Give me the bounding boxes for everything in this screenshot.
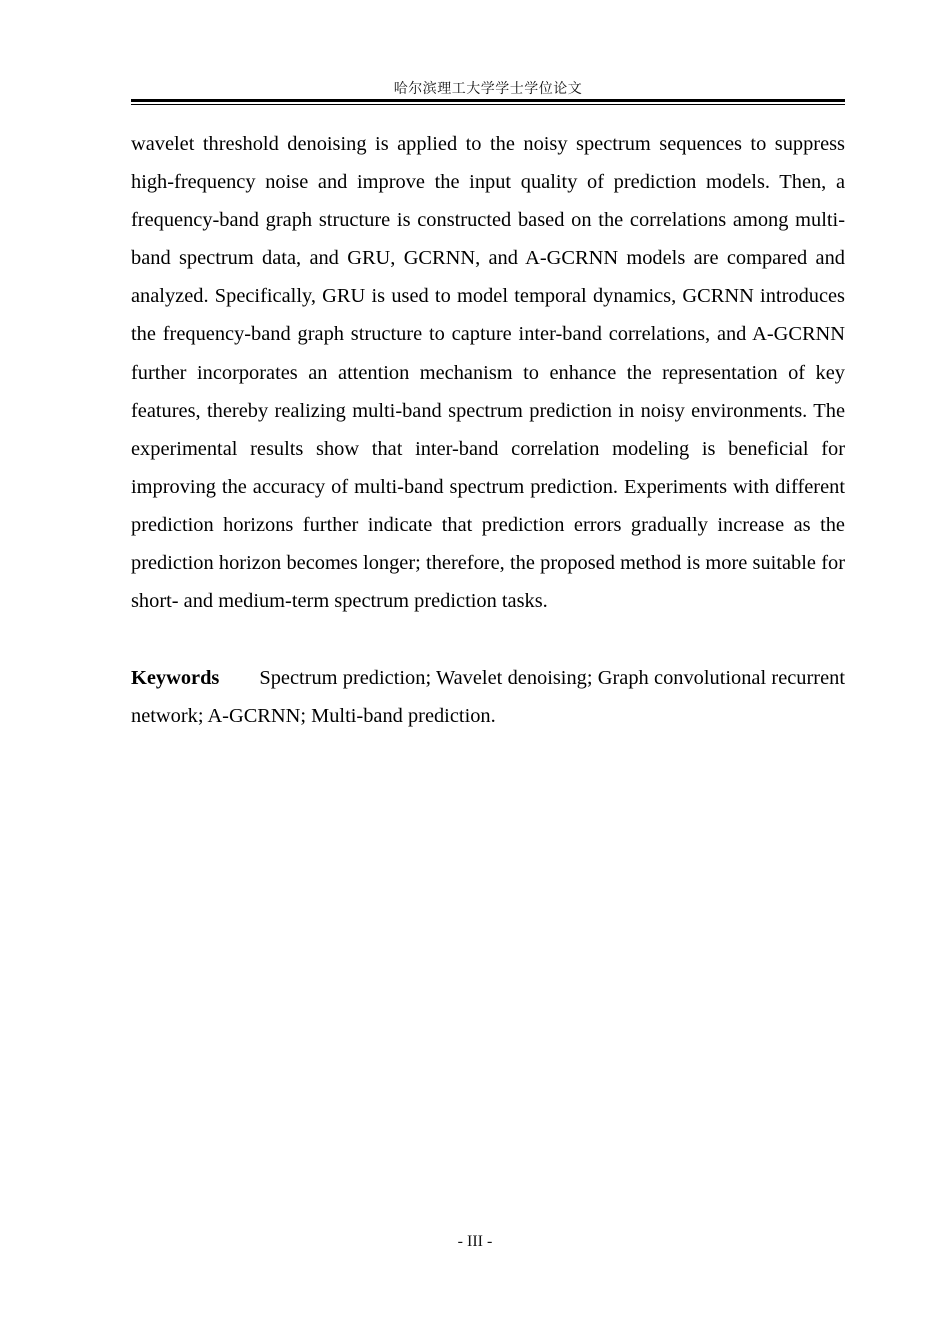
keywords-line [131,659,845,735]
abstract-paragraph: wavelet threshold denoising is applied to the noisy spectrum sequences to suppress high-frequency noise and improve the input quality of prediction models. Then, a frequency-band graph structure is constructed based on the correlations among multi-band spectrum data, and GRU, GCRNN, and A-GCRNN models are compared and analyzed. Specifically, GRU is used to model temporal dynamics, GCRNN introduces the frequency-band graph structure to capture inter-band correlations, and A-GCRNN further incorporates an attention mechanism to enhance the representation of key features, thereby realizing multi-band spectrum prediction in noisy environments. The experimental results show that inter-band correlation modeling is beneficial for improving the accuracy of multi-band spectrum prediction. Experiments with different prediction horizons further indicate that prediction errors gradually increase as the prediction horizon becomes longer; therefore, the proposed method is more suitable for short- and medium-term spectrum prediction tasks. [131,133,845,613]
header-rule-thin [131,104,845,105]
header-rule-thick [131,99,845,102]
page-header-title: 哈尔滨理工大学学士学位论文 [393,81,583,97]
keywords-label: Keywords [131,667,220,689]
keywords-text: Spectrum prediction; Wavelet denoising; Graph convolutional recurrent network; A-GCRNN; Multi-band prediction. [131,667,845,728]
page-number: - III - [457,1233,493,1250]
